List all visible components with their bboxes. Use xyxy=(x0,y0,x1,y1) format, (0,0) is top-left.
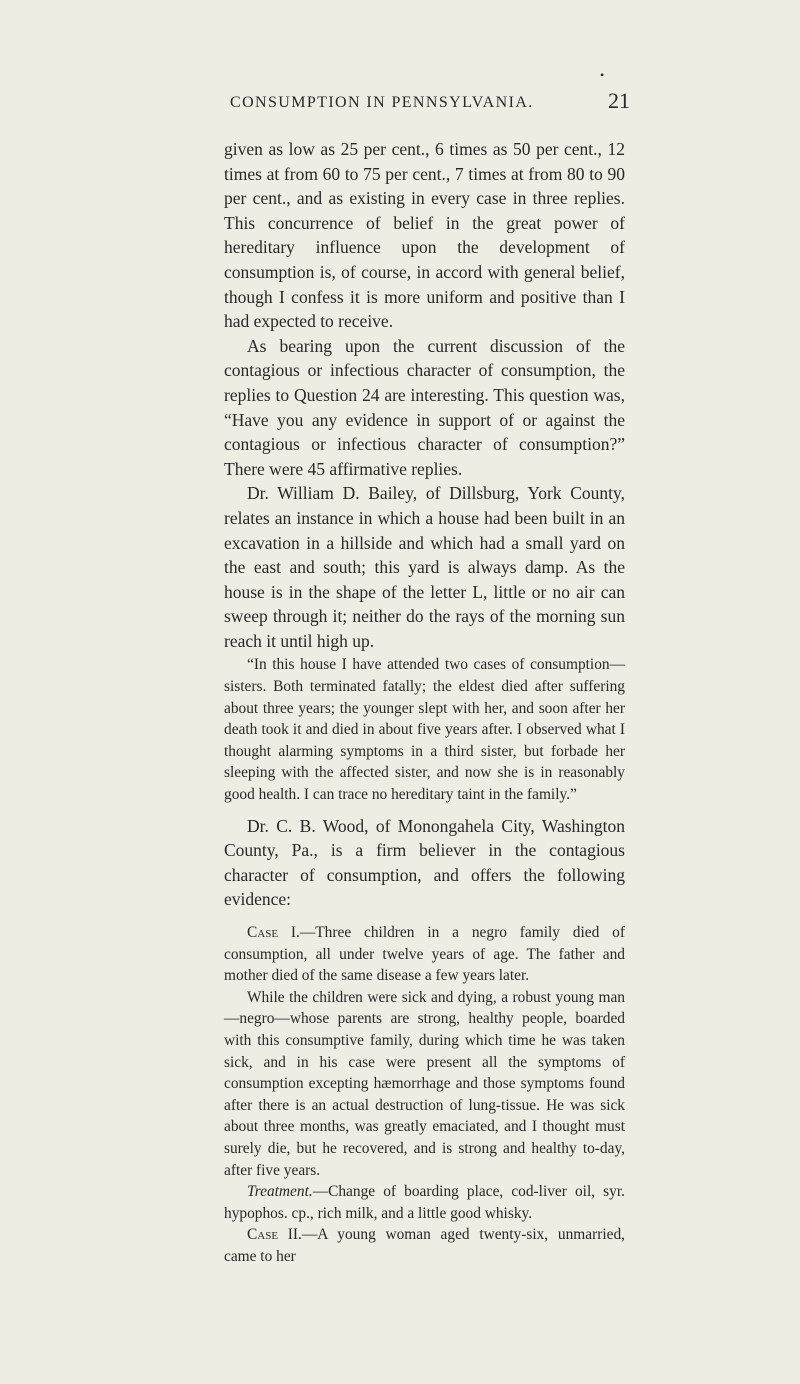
case-1-continued: While the children were sick and dying, a robust young man—negro—whose parents are strong, healthy people, boarded with this consumptive family, during which time he was taken sick, and in his case were present all the symptoms of consumption excepting hæmorrhage and those symptoms found after there is an actual destruction of lung-tissue. He was sick about three months, was greatly emaciated, and I thought must surely die, but he recovered, and is strong and healthy to-day, after five years. xyxy=(224,988,625,1179)
treatment-text: —Change of boarding place, cod-liver oil, syr. hypophos. cp., rich milk, and a little good whisky. xyxy=(224,1183,625,1222)
paragraph-wood: Dr. C. B. Wood, of Monongahela City, Washington County, Pa., is a firm believer in the contagious character of consumption, and offers the following evidence: xyxy=(224,815,625,910)
paragraph-2: As bearing upon the current discussion of the contagious or infectious character of consumption, the replies to Question 24 are interesting. This question was, “Have you any evidence in support of or against the contagious or infectious character of consumption?” There were 45 affirmative replies. xyxy=(224,335,625,479)
running-title: CONSUMPTION IN PENNSYLVANIA. xyxy=(230,94,534,111)
paragraph-1: given as low as 25 per cent., 6 times as 50 per cent., 12 times at from 60 to 75 per cent., 7 times at from 80 to 90 per cent., and as existing in every case in three replies. This concurrence of belief in the great power of hereditary influence upon the development of consumption is, of course, in accord with general belief, though I confess it is more uniform and positive than I had expected to receive. xyxy=(224,139,625,332)
body-text xyxy=(224,137,625,1268)
quoted-block xyxy=(224,654,625,805)
quote-paragraph: “In this house I have attended two cases of consumption—sisters. Both terminated fatally; the eldest died after suffering about three years; the younger slept with her, and soon after her death took it and died in about five years after. I observed what I thought alarming symptoms in a third sister, but forbade her sleeping with the affected sister, and now she is in reasonably good health. I can trace no hereditary taint in the family.” xyxy=(224,656,625,804)
case-2-label: Case II. xyxy=(247,1226,302,1244)
case-1-label: Case I. xyxy=(247,924,300,941)
case-1-text: —Three children in a negro family died of consumption, all under twelve years of age. The father and mother died of the same disease a few years later. xyxy=(224,924,625,985)
treatment xyxy=(224,1181,625,1224)
case-2 xyxy=(224,1224,625,1267)
case-report xyxy=(224,922,625,1268)
case-2-text: —A young woman aged twenty-six, unmarried, came to her xyxy=(224,1226,625,1265)
paragraph-3: Dr. William D. Bailey, of Dillsburg, York County, relates an instance in which a house had been built in an excavation in a hillside and which had a small yard on the east and south; this yard is always damp. As the house is in the shape of the letter L, little or no air can sweep through it; neither do the rays of the morning sun reach it until high up. xyxy=(224,483,625,651)
treatment-label: Treatment. xyxy=(247,1183,313,1201)
page-number: 21 xyxy=(608,88,630,113)
case-1 xyxy=(224,922,625,987)
stray-mark: • xyxy=(600,68,605,82)
